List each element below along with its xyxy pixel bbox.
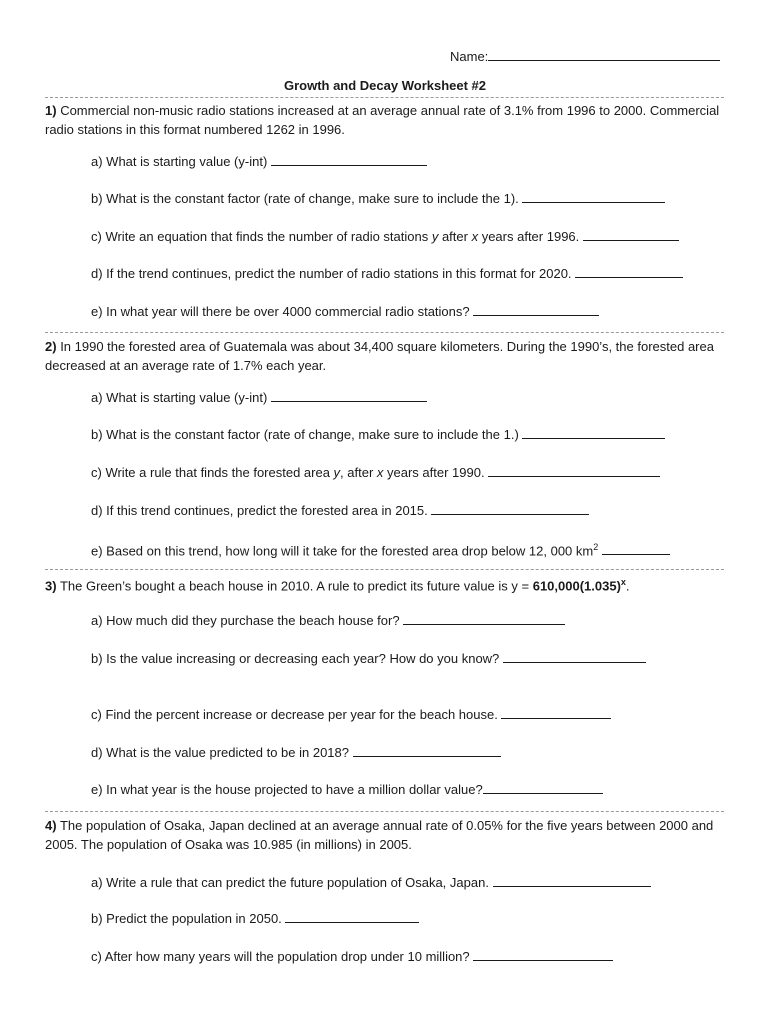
q2-c [91,464,660,481]
q2-c-var-y: y [333,465,341,480]
q1-e-blank[interactable] [473,303,599,316]
name-label: Name: [450,49,489,64]
q2-d-blank[interactable] [431,502,589,515]
q2-b-blank[interactable] [522,426,665,439]
q2-d-text: d) If this trend continues, predict the forested area in 2015. [91,503,428,518]
q1-b-text: b) What is the constant factor (rate of change, make sure to include the 1). [91,191,519,206]
section-divider [45,569,724,570]
q1-c-text-end: years after 1996. [478,229,580,244]
q3-a-text: a) How much did they purchase the beach house for? [91,613,400,628]
q2-intro [45,337,730,375]
q1-c-blank[interactable] [583,228,679,241]
q2-text: In 1990 the forested area of Guatemala was about 34,400 square kilometers. During the 1990’s, the forested area decreased at an average rate of 1.7% each year. [45,339,714,373]
q4-b [91,910,419,927]
q3-formula-exponent: x [620,577,626,587]
q3-b-blank[interactable] [503,650,646,663]
q4-c-blank[interactable] [473,948,613,961]
q3-d-text: d) What is the value predicted to be in 2018? [91,745,349,760]
q3-d-blank[interactable] [353,744,501,757]
q2-d [91,502,589,519]
q2-b-text: b) What is the constant factor (rate of change, make sure to include the 1.) [91,427,519,442]
q4-number: 4) [45,818,57,833]
q4-text: The population of Osaka, Japan declined at an average annual rate of 0.05% for the five years between 2000 and 2005. The population of Osaka was 10.985 (in millions) in 2005. [45,818,714,852]
q4-b-blank[interactable] [285,910,419,923]
q2-c-text-end: years after 1990. [383,465,485,480]
q1-d-blank[interactable] [575,265,683,278]
q1-c-var-y: y [431,229,439,244]
q4-intro [45,816,730,854]
q2-c-text-mid: , after [340,465,377,480]
q1-b [91,190,665,207]
q3-text-end: . [625,578,630,594]
q1-a-text: a) What is starting value (y-int) [91,154,268,169]
worksheet-title: Growth and Decay Worksheet #2 [283,78,487,93]
q3-c [91,706,611,723]
q4-c [91,948,613,965]
q2-c-text: c) Write a rule that finds the forested area [91,465,334,480]
q3-formula: 610,000(1.035) [532,578,621,594]
q1-intro [45,101,730,139]
q1-e-text: e) In what year will there be over 4000 commercial radio stations? [91,304,470,319]
q3-intro [45,573,730,595]
q3-c-blank[interactable] [501,706,611,719]
q3-e [91,781,603,798]
q2-a-blank[interactable] [271,389,427,402]
q1-b-blank[interactable] [522,190,665,203]
q1-d [91,265,683,282]
q4-a-blank[interactable] [493,874,651,887]
q3-c-text: c) Find the percent increase or decrease per year for the beach house. [91,707,498,722]
q1-d-text: d) If the trend continues, predict the number of radio stations in this format for 2020. [91,266,572,281]
q2-a-text: a) What is starting value (y-int) [91,390,268,405]
q2-number: 2) [45,339,57,354]
q2-b [91,426,665,443]
q1-a [91,153,427,170]
q3-d [91,744,501,761]
q2-e [91,539,670,559]
q2-e-text: e) Based on this trend, how long will it take for the forested area drop below 12, 000 km [91,543,594,559]
q2-e-superscript: 2 [593,542,599,552]
q1-c-text: c) Write an equation that finds the number of radio stations [91,229,432,244]
q4-a [91,874,651,891]
q3-e-text: e) In what year is the house projected to have a million dollar value? [91,782,483,797]
q3-b [91,650,646,667]
q4-c-text: c) After how many years will the population drop under 10 million? [91,949,470,964]
section-divider [45,332,724,333]
q2-a [91,389,427,406]
section-divider [45,97,724,98]
q2-c-var-x: x [376,465,384,480]
q4-b-text: b) Predict the population in 2050. [91,911,282,926]
q1-c-var-x: x [471,229,479,244]
q1-c-text-mid: after [438,229,472,244]
q3-a-blank[interactable] [403,612,565,625]
q3-b-text: b) Is the value increasing or decreasing each year? How do you know? [91,651,500,666]
q1-text: Commercial non-music radio stations increased at an average annual rate of 3.1% from 1996 to 2000. Commercial radio stations in this format numbered 1262 in 1996. [45,103,720,137]
q2-c-blank[interactable] [488,464,660,477]
q1-number: 1) [45,103,57,118]
q3-e-blank[interactable] [483,781,603,794]
name-blank[interactable] [488,48,720,61]
q1-e [91,303,599,320]
name-field [450,48,720,64]
q1-a-blank[interactable] [271,153,427,166]
q3-number: 3) [45,578,57,594]
q2-e-blank[interactable] [602,542,670,555]
q3-text: The Green’s bought a beach house in 2010. A rule to predict its future value is y = [59,578,533,594]
section-divider [45,811,724,812]
q1-c [91,228,679,245]
q3-a [91,612,565,629]
q4-a-text: a) Write a rule that can predict the future population of Osaka, Japan. [91,875,489,890]
